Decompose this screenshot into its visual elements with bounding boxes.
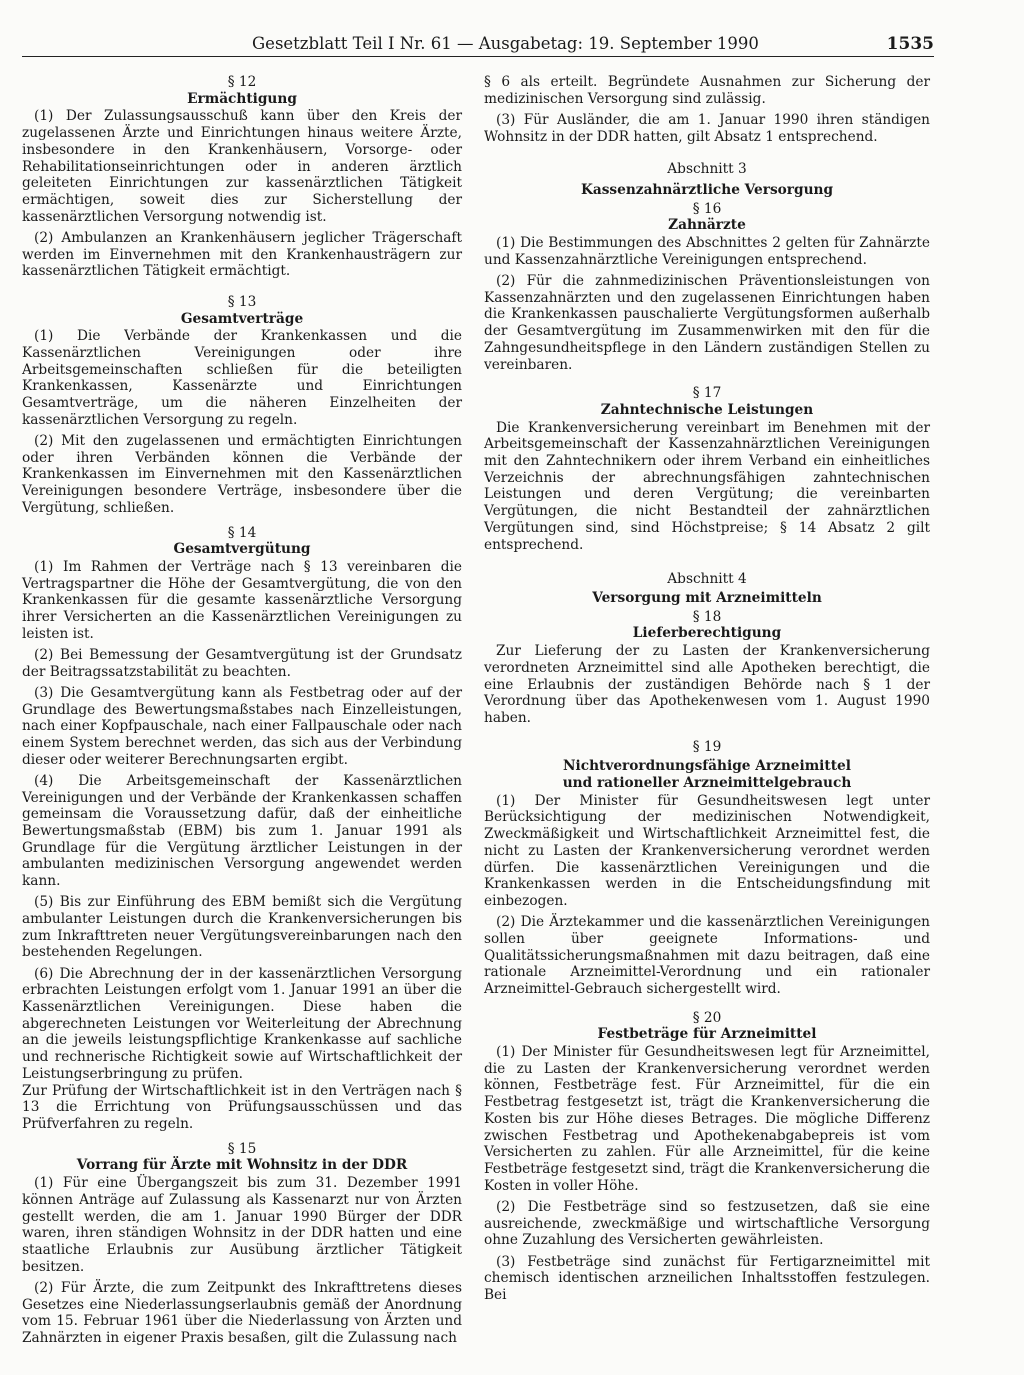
- page-header: [22, 34, 934, 54]
- abschnitt-title: Versorgung mit Arzneimitteln: [592, 589, 822, 606]
- paragraph: (2) Die Ärztekammer und die kassenärztlichen Vereinigungen sollen über geeignete Informations- und Qualitätssicherungsmaßnahmen mit dazu beitragen, daß eine rationale Arzneimittel-Verordnung und ein rationaler Arzneimittel-Gebrauch sichergestellt wird.: [484, 914, 930, 997]
- section-19-heading: [484, 739, 930, 792]
- paragraph: (1) Der Minister für Gesundheitswesen legt unter Berücksichtigung der medizinischen Notwendigkeit, Zweckmäßigkeit und Wirtschaftlichkeit Arzneimittel fest, die nicht zu Lasten der Krankenversicherung verordnet werden dürfen. Die kassenärztlichen Vereinigungen und die Krankenkassen werden in die Entscheidungsfindung mit einbezogen.: [484, 792, 930, 909]
- section-title: Gesamtverträge: [180, 310, 304, 327]
- paragraph: (3) Festbeträge sind zunächst für Fertigarzneimittel mit chemisch identischen arzneilichen Inhaltsstoffen festzulegen. Bei: [484, 1253, 930, 1303]
- paragraph: (2) Für Ärzte, die zum Zeitpunkt des Inkrafttretens dieses Gesetzes eine Niederlassungserlaubnis gemäß der Anordnung vom 15. Februar 1961 über die Niederlassung von Ärzten und Zahnärzten in eigener Praxis besaßen, gilt die Zulassung nach: [22, 1279, 462, 1346]
- paragraph: (2) Ambulanzen an Krankenhäusern jeglicher Trägerschaft werden im Einvernehmen mit den Krankenhausträgern zur kassenärztlichen Tätigkeit ermächtigt.: [22, 229, 462, 280]
- section-title: Zahnärzte: [668, 217, 746, 234]
- section-number: § 12: [227, 74, 257, 90]
- section-title: Gesamtvergütung: [173, 541, 311, 558]
- paragraph: (3) Die Gesamtvergütung kann als Festbetrag oder auf der Grundlage des Bewertungsmaßstabes nach Einzelleistungen, nach einer Kopfpauschale, nach einer Fallpauschale oder nach einem System berechnet werden, das sich aus der Verbindung dieser oder weiterer Berechnungsarten ergibt.: [22, 684, 462, 768]
- paragraph: (1) Die Verbände der Krankenkassen und die Kassenärztlichen Vereinigungen oder ihre Arbeitsgemeinschaften schließen für die beteiligten Krankenkassen, Kassenärzte und Einrichtungen Gesamtverträge, um die näheren Einzelheiten der kassenärztlichen Versorgung zu regeln.: [22, 328, 462, 428]
- paragraph: (6) Die Abrechnung der in der kassenärztlichen Versorgung erbrachten Leistungen erfolgt vom 1. Januar 1991 an über die Kassenärztlichen Vereinigungen. Diese haben die abgerechneten Leistungen vor Weiterleitung der Abrechnung an die jeweils leistungspflichtige Krankenkasse auf sachliche und rechnerische Richtigkeit sowie auf Wirtschaftlichkeit der Leistungserbringung zu prüfen.: [22, 965, 462, 1082]
- section-title: Lieferberechtigung: [632, 625, 782, 642]
- section-17-heading: [484, 385, 930, 418]
- paragraph: § 6 als erteilt. Begründete Ausnahmen zur Sicherung der medizinischen Versorgung sind zulässig.: [484, 74, 930, 107]
- paragraph: (1) Der Minister für Gesundheitswesen legt für Arzneimittel, die zu Lasten der Krankenversicherung verordnet werden können, Festbeträge fest. Für Arzneimittel, für die ein Festbetrag festgesetzt ist, trägt die Krankenversicherung die Kosten bis zur Höhe dieses Betrages. Die mögliche Differenz zwischen Festbetrag und Apothekenabgabepreis ist vom Versicherten zu zahlen. Für alle Arzneimittel, für die keine Festbeträge festgesetzt sind, trägt die Krankenversicherung die Kosten in voller Höhe.: [484, 1044, 930, 1194]
- section-title: Zahntechnische Leistungen: [600, 401, 814, 418]
- section-13-heading: [22, 294, 462, 327]
- abschnitt-3-heading: [484, 161, 930, 198]
- page-number: 1535: [886, 34, 934, 54]
- paragraph: Zur Prüfung der Wirtschaftlichkeit ist in den Verträgen nach § 13 die Errichtung von Prüfungsausschüssen und das Prüfverfahren zu regeln.: [22, 1082, 462, 1132]
- section-number: § 15: [227, 1140, 257, 1157]
- paragraph: (2) Die Festbeträge sind so festzusetzen, daß sie eine ausreichende, zweckmäßige und wirtschaftliche Versorgung ohne Zuzahlung des Versicherten gewährleisten.: [484, 1198, 930, 1249]
- section-12-heading: [22, 74, 462, 107]
- paragraph: Die Krankenversicherung vereinbart im Benehmen mit der Arbeitsgemeinschaft der Kassenzahnärztlichen Vereinigungen mit den Zahntechnikern oder ihrem Verband ein einheitliches Verzeichnis der abrechnungsfähigen zahntechnischen Leistungen und deren Vergütung; die vereinbarten Vergütungen, die nicht Bestandteil der zahnärztlichen Vergütungen sind, sind Höchstpreise; § 14 Absatz 2 gilt entsprechend.: [484, 419, 930, 553]
- right-column: [484, 74, 930, 1308]
- paragraph: (1) Die Bestimmungen des Abschnittes 2 gelten für Zahnärzte und Kassenzahnärztliche Vereinigungen entsprechend.: [484, 235, 930, 268]
- abschnitt-4-heading: [484, 571, 930, 606]
- section-number: § 20: [692, 1009, 722, 1026]
- section-title-line2: und rationeller Arzneimittelgebrauch: [562, 775, 852, 792]
- left-column: [22, 74, 462, 1351]
- paragraph: (1) Im Rahmen der Verträge nach § 13 vereinbaren die Vertragspartner die Höhe der Gesamtvergütung, die von den Krankenkassen für die gesamte kassenärztliche Versorgung ihrer Versicherten an die Kassenärztlichen Vereinigungen zu leisten ist.: [22, 558, 462, 642]
- abschnitt-label: Abschnitt 3: [667, 161, 747, 178]
- paragraph: (1) Der Zulassungsausschuß kann über den Kreis der zugelassenen Ärzte und Einrichtungen hinaus weitere Ärzte, insbesondere in den Krankenhäusern, Vorsorge- oder Rehabilitationseinrichtungen oder in anderen ärztlich geleiteten Einrichtungen zur kassenärztlichen Tätigkeit ermächtigen, soweit dies zur Sicherstellung der kassenärztlichen Versorgung notwendig ist.: [22, 108, 462, 225]
- paragraph: (5) Bis zur Einführung des EBM bemißt sich die Vergütung ambulanter Leistungen durch die Krankenversicherungen bis zum Inkrafttreten neuer Vergütungsvereinbarungen nach den bestehenden Regelungen.: [22, 894, 462, 961]
- paragraph: Zur Lieferung der zu Lasten der Krankenversicherung verordneten Arzneimittel sind alle Apotheken berechtigt, die eine Erlaubnis der zuständigen Behörde nach § 1 der Verordnung über das Apothekenwesen vom 1. August 1990 haben.: [484, 643, 930, 726]
- abschnitt-title: Kassenzahnärztliche Versorgung: [580, 182, 834, 199]
- abschnitt-label: Abschnitt 4: [667, 571, 747, 588]
- section-16-heading: [484, 201, 930, 234]
- paragraph: (1) Für eine Übergangszeit bis zum 31. Dezember 1991 können Anträge auf Zulassung als Kassenarzt nur von Ärzten gestellt werden, die am 1. Januar 1990 Bürger der DDR waren, ihren ständigen Wohnsitz in der DDR hatten und eine staatliche Erlaubnis zur Ausübung ärztlicher Tätigkeit besitzen.: [22, 1175, 462, 1275]
- paragraph: (2) Bei Bemessung der Gesamtvergütung ist der Grundsatz der Beitragssatzstabilität zu beachten.: [22, 647, 462, 680]
- paragraph: (2) Mit den zugelassenen und ermächtigten Einrichtungen oder ihren Verbänden können die Verbände der Krankenkassen im Einvernehmen mit den Kassenärztlichen Vereinigungen besondere Verträge, insbesondere über die Vergütung, schließen.: [22, 433, 462, 516]
- paragraph: (4) Die Arbeitsgemeinschaft der Kassenärztlichen Vereinigungen und der Verbände der Krankenkassen schaffen gemeinsam die Voraussetzung dafür, daß der einheitliche Bewertungsmaßstab (EBM) bis zum 1. Januar 1991 als Grundlage für die Vergütung ärztlicher Leistungen in der ambulanten medizinischen Versorgung angewendet werden kann.: [22, 772, 462, 890]
- section-18-heading: [484, 609, 930, 642]
- section-number: § 19: [692, 738, 722, 755]
- section-14-heading: [22, 525, 462, 558]
- paragraph: (3) Für Ausländer, die am 1. Januar 1990 ihren ständigen Wohnsitz in der DDR hatten, gilt Absatz 1 entsprechend.: [484, 111, 930, 145]
- section-number: § 14: [227, 524, 257, 541]
- section-number: § 17: [692, 385, 722, 402]
- section-title: Vorrang für Ärzte mit Wohnsitz in der DDR: [76, 1157, 408, 1174]
- section-20-heading: [484, 1010, 930, 1043]
- section-15-heading: [22, 1141, 462, 1174]
- section-title: Ermächtigung: [187, 90, 297, 107]
- section-number: § 16: [692, 200, 722, 217]
- section-number: § 18: [692, 608, 722, 625]
- header-rule: [22, 56, 934, 57]
- section-title: Nichtverordnungsfähige Arzneimittel: [563, 758, 851, 775]
- section-title: Festbeträge für Arzneimittel: [597, 1026, 817, 1043]
- section-number: § 13: [227, 293, 257, 310]
- paragraph: (2) Für die zahnmedizinischen Präventionsleistungen von Kassenzahnärzten und den zugelassenen Einrichtungen haben die Krankenkassen pauschalierte Vergütungsformen außerhalb der Gesamtvergütung im Zusammenwirken mit den für die Zahngesundheitspflege in den Ländern zuständigen Stellen zu vereinbaren.: [484, 273, 930, 373]
- header-title: Gesetzblatt Teil I Nr. 61 — Ausgabetag: 19. September 1990: [252, 34, 759, 53]
